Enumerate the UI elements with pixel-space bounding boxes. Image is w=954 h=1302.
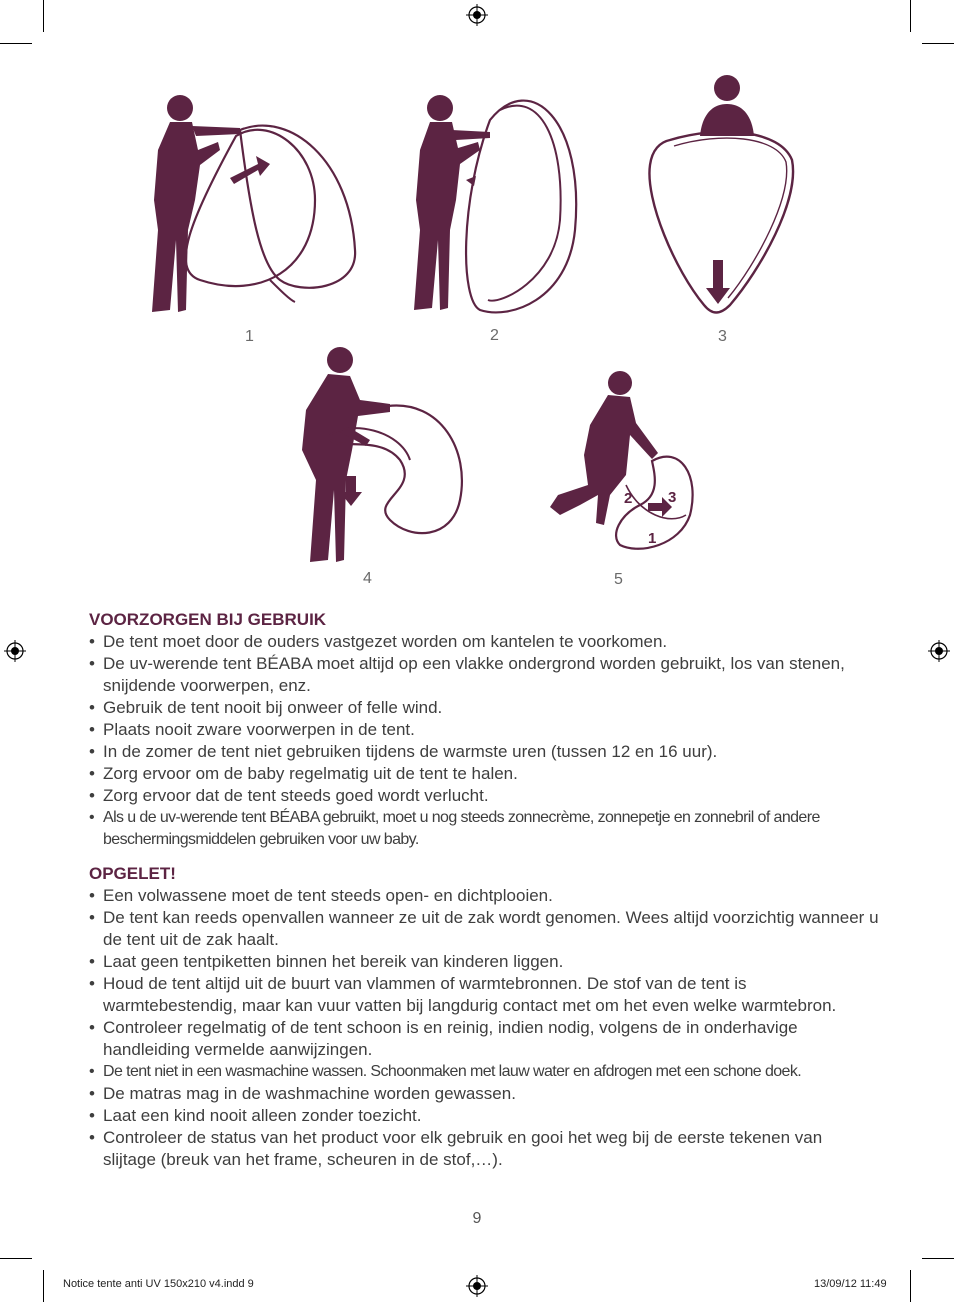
crop-mark [910,0,911,32]
list-item: • Een volwassene moet de tent steeds open- en dichtplooien. [89,885,879,907]
registration-mark-icon [466,4,488,26]
figure-number: 1 [245,328,254,345]
crop-mark [922,1258,954,1259]
precautions-section [89,609,879,851]
page-number: 9 [472,1210,482,1227]
list-item: • In de zomer de tent niet gebruiken tijdens de warmste uren (tussen 12 en 16 uur). [89,741,879,763]
crop-mark [910,1270,911,1302]
figure-1-illustration [140,90,370,325]
figure-number: 3 [718,328,727,345]
figure-5-step-label: 2 [624,490,633,507]
crop-mark [0,1258,32,1259]
list-item: • Zorg ervoor dat de tent steeds goed wordt verlucht. [89,785,879,807]
figure-5-illustration [540,365,710,560]
list-item: • Gebruik de tent nooit bij onweer of felle wind. [89,697,879,719]
section-heading: VOORZORGEN BIJ GEBRUIK [89,610,327,629]
registration-mark-icon [4,640,26,662]
registration-mark-icon [928,640,950,662]
warning-list [89,885,879,1171]
list-item: • Als u de uv-werende tent BÉABA gebruikt, moet u nog steeds zonnecrème, zonnepetje en zonnebril of andere beschermingsmiddelen gebruiken voor uw baby. [89,807,879,851]
list-item: • Laat geen tentpiketten binnen het bereik van kinderen liggen. [89,951,879,973]
slug-date: 13/09/12 11:49 [814,1278,887,1290]
warning-section [89,863,879,1171]
list-item: • De uv-werende tent BÉABA moet altijd op een vlakke ondergrond worden gebruikt, los van stenen, snijdende voorwerpen, enz. [89,653,879,697]
figure-3-illustration [640,70,810,320]
list-item: • De matras mag in de washmachine worden gewassen. [89,1083,879,1105]
figure-number: 2 [490,327,499,344]
crop-mark [43,0,44,32]
figure-5-step-label: 3 [668,489,677,506]
crop-mark [0,43,32,44]
section-heading: OPGELET! [89,864,176,883]
precautions-list [89,631,879,851]
list-item: • De tent niet in een wasmachine wassen. Schoonmaken met lauw water en afdrogen met een schone doek. [89,1061,879,1083]
slug-filename: Notice tente anti UV 150x210 v4.indd 9 [63,1278,254,1290]
registration-mark-icon [466,1275,488,1297]
figure-2-illustration [400,80,590,325]
list-item: • Controleer regelmatig of de tent schoon is en reinig, indien nodig, volgens de in onderhavige handleiding vermelde aanwijzingen. [89,1017,879,1061]
list-item: • Houd de tent altijd uit de buurt van vlammen of warmtebronnen. De stof van de tent is warmtebestendig, maar kan vuur vatten bij langdurig contact met om het even welke warmtebron. [89,973,879,1017]
figure-5-step-label: 1 [648,530,657,547]
figure-number: 5 [614,571,623,588]
list-item: • De tent kan reeds openvallen wanneer ze uit de zak wordt genomen. Wees altijd voorzichtig wanneer u de tent uit de zak haalt. [89,907,879,951]
list-item: • Controleer de status van het product voor elk gebruik en gooi het weg bij de eerste tekenen van slijtage (breuk van het frame, scheuren in de stof,…). [89,1127,879,1171]
figure-number: 4 [363,570,372,587]
list-item: • Plaats nooit zware voorwerpen in de tent. [89,719,879,741]
list-item: • De tent moet door de ouders vastgezet worden om kantelen te voorkomen. [89,631,879,653]
list-item: • Laat een kind nooit alleen zonder toezicht. [89,1105,879,1127]
figure-4-illustration [280,340,470,570]
crop-mark [43,1270,44,1302]
list-item: • Zorg ervoor om de baby regelmatig uit de tent te halen. [89,763,879,785]
crop-mark [922,43,954,44]
